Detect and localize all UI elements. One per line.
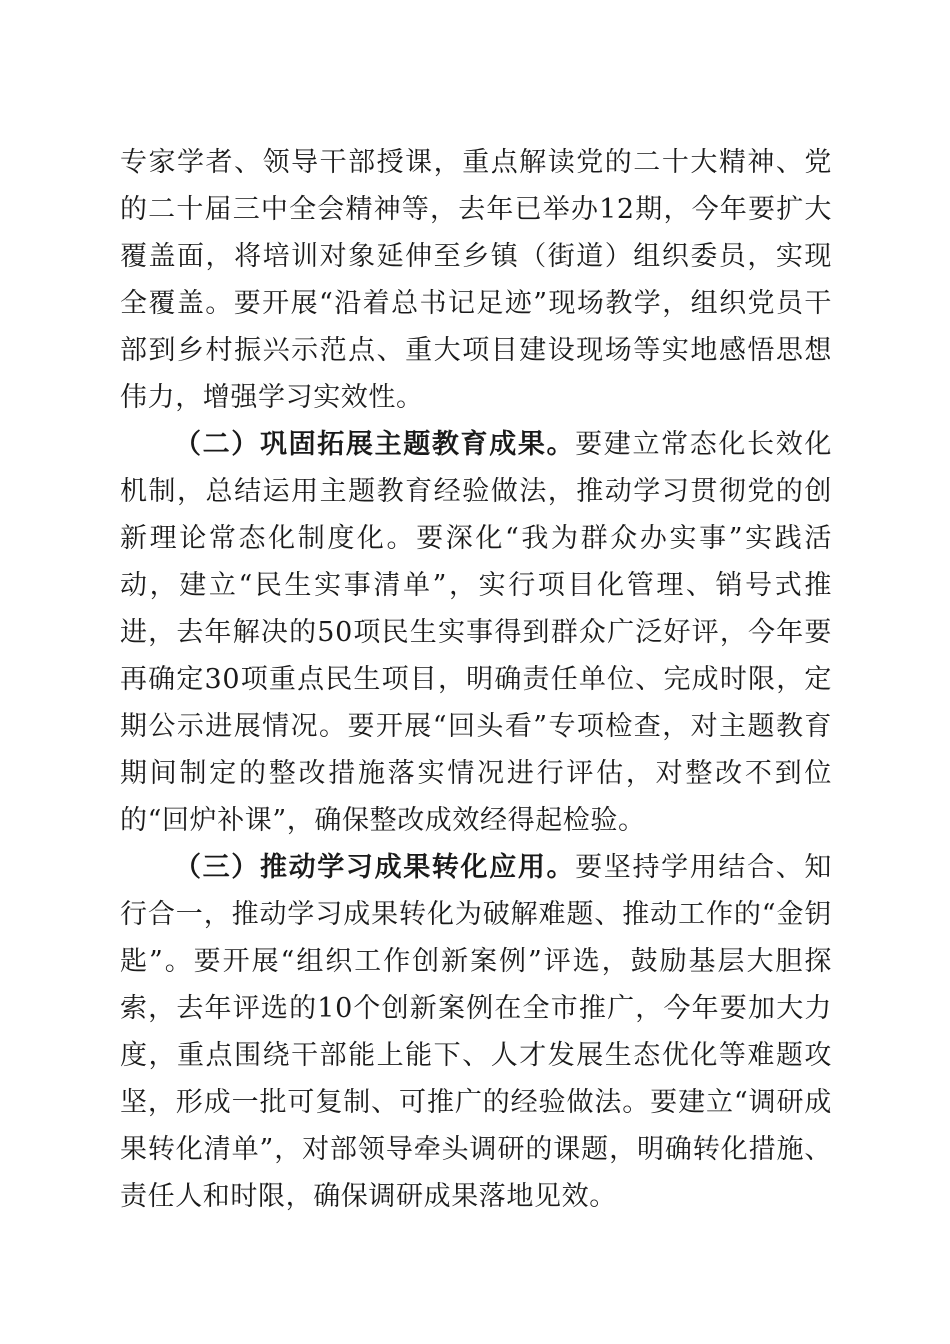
section-heading: （三）推动学习成果转化应用。 — [174, 852, 576, 883]
paragraph-section-3 — [120, 844, 832, 1220]
paragraph-section-2 — [120, 421, 832, 844]
section-heading: （二）巩固拓展主题教育成果。 — [174, 429, 576, 460]
paragraph-text: 专家学者、领导干部授课，重点解读党的二十大精神、党的二十届三中全会精神等，去年已举办12期，今年要扩大覆盖面，将培训对象延伸至乡镇（街道）组织委员，实现全覆盖。要开展“沿着总书记足迹”现场教学，组织党员干部到乡村振兴示范点、重大项目建设现场等实地感悟思想伟力，增强学习实效性。 — [120, 147, 832, 413]
paragraph-continued — [120, 139, 832, 421]
paragraph-text: 要建立常态化长效化机制，总结运用主题教育经验做法，推动学习贯彻党的创新理论常态化制度化。要深化“我为群众办实事”实践活动，建立“民生实事清单”，实行项目化管理、销号式推进，去年解决的50项民生实事得到群众广泛好评，今年要再确定30项重点民生项目，明确责任单位、完成时限，定期公示进展情况。要开展“回头看”专项检查，对主题教育期间制定的整改措施落实情况进行评估，对整改不到位的“回炉补课”，确保整改成效经得起检验。 — [120, 429, 832, 836]
paragraph-text: 要坚持学用结合、知行合一，推动学习成果转化为破解难题、推动工作的“金钥匙”。要开展“组织工作创新案例”评选，鼓励基层大胆探索，去年评选的10个创新案例在全市推广，今年要加大力度，重点围绕干部能上能下、人才发展生态优化等难题攻坚，形成一批可复制、可推广的经验做法。要建立“调研成果转化清单”，对部领导牵头调研的课题，明确转化措施、责任人和时限，确保调研成果落地见效。 — [120, 852, 832, 1212]
document-body — [120, 139, 832, 1220]
